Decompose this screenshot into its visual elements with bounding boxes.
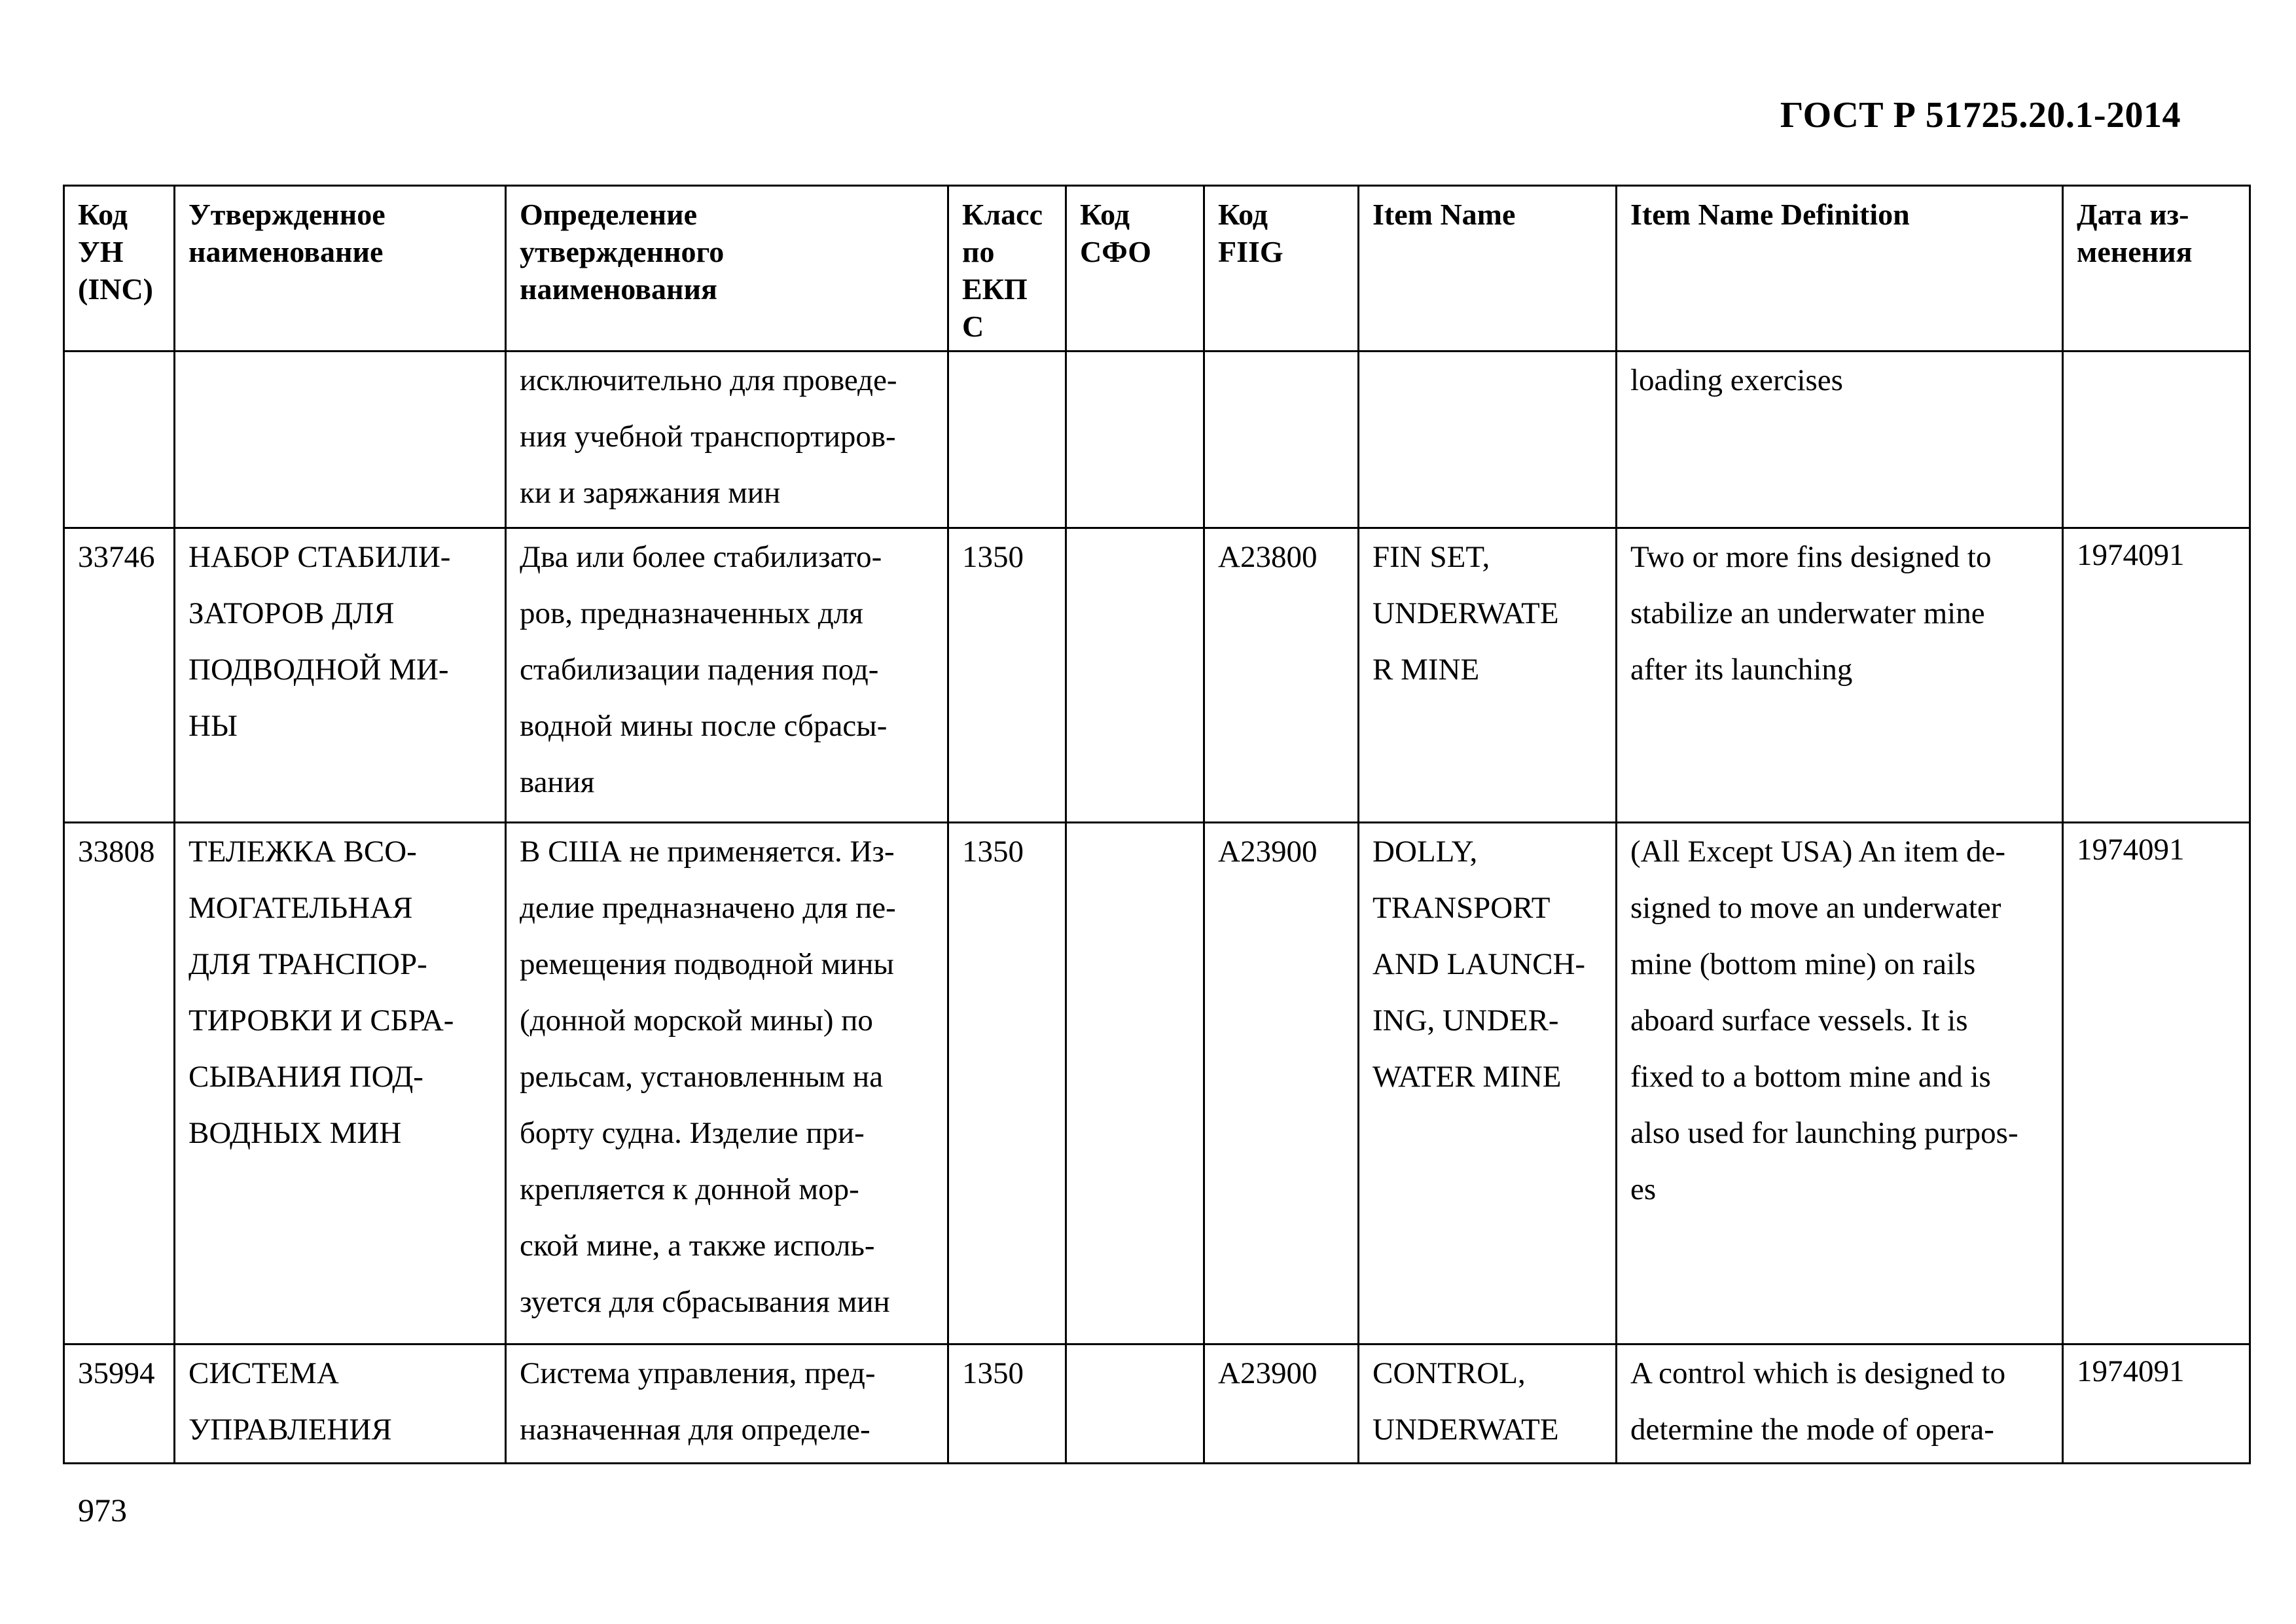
cell-item-name — [1359, 352, 1617, 528]
nomenclature-table — [63, 185, 2251, 1464]
cell-approved-name — [175, 1344, 506, 1464]
table-row — [64, 1344, 2250, 1464]
header-definition — [506, 186, 948, 352]
inc-value: 35994 — [78, 1356, 155, 1390]
cell-inc — [64, 1344, 175, 1464]
cell-approved-name — [175, 352, 506, 528]
header-approved-name — [175, 186, 506, 352]
item-name-definition-value: Two or more fins designed to stabilize an underwater mine after its launching — [1630, 540, 1992, 687]
cell-sfo-code — [1066, 823, 1204, 1344]
fiig-code-value: A23900 — [1218, 1356, 1318, 1390]
header-item-name — [1359, 186, 1617, 352]
cell-change-date — [2063, 352, 2250, 528]
cell-item-name-definition — [1617, 823, 2063, 1344]
item-name-definition-value: A control which is designed to determine the mode of opera- — [1630, 1356, 2006, 1447]
header-fiig-code-label: Код FIIG — [1218, 198, 1283, 268]
cell-change-date — [2063, 1344, 2250, 1464]
change-date-value: 1974091 — [2077, 1354, 2185, 1388]
cell-ekps-class — [948, 1344, 1066, 1464]
header-change-date — [2063, 186, 2250, 352]
item-name-definition-value: loading exercises — [1630, 363, 1843, 397]
ekps-class-value: 1350 — [962, 540, 1024, 574]
approved-name-value: ТЕЛЕЖКА ВСО- МОГАТЕЛЬНАЯ ДЛЯ ТРАНСПОР- ТИРОВКИ И СБРА- СЫВАНИЯ ПОД- ВОДНЫХ МИН — [188, 835, 454, 1150]
cell-item-name-definition — [1617, 1344, 2063, 1464]
cell-definition — [506, 823, 948, 1344]
cell-ekps-class — [948, 352, 1066, 528]
definition-value: Система управления, пред- назначенная для определе- — [520, 1356, 876, 1447]
cell-item-name — [1359, 1344, 1617, 1464]
header-definition-label: Определение утвержденного наименования — [520, 198, 725, 306]
fiig-code-value: A23800 — [1218, 540, 1318, 574]
change-date-value: 1974091 — [2077, 538, 2185, 572]
cell-definition — [506, 1344, 948, 1464]
change-date-value: 1974091 — [2077, 833, 2185, 867]
cell-fiig-code — [1204, 352, 1359, 528]
page-number: 973 — [78, 1492, 127, 1528]
cell-sfo-code — [1066, 528, 1204, 823]
header-approved-name-label: Утвержденное наименование — [188, 198, 386, 268]
fiig-code-value: A23900 — [1218, 835, 1318, 869]
cell-item-name — [1359, 823, 1617, 1344]
table-row — [64, 352, 2250, 528]
cell-item-name-definition — [1617, 352, 2063, 528]
item-name-value: FIN SET, UNDERWATE R MINE — [1372, 540, 1559, 687]
approved-name-value: НАБОР СТАБИЛИ- ЗАТОРОВ ДЛЯ ПОДВОДНОЙ МИ- НЫ — [188, 540, 451, 743]
header-item-name-definition-label: Item Name Definition — [1630, 198, 1910, 231]
header-ekps-class — [948, 186, 1066, 352]
cell-fiig-code — [1204, 823, 1359, 1344]
item-name-value: CONTROL, UNDERWATE — [1372, 1356, 1559, 1447]
ekps-class-value: 1350 — [962, 835, 1024, 869]
cell-ekps-class — [948, 823, 1066, 1344]
header-change-date-label: Дата из- менения — [2077, 198, 2193, 268]
header-sfo-code — [1066, 186, 1204, 352]
item-name-value: DOLLY, TRANSPORT AND LAUNCH- ING, UNDER- WATER MINE — [1372, 835, 1586, 1094]
definition-value: Два или более стабилизато- ров, предназначенных для стабилизации падения под- водной мины после сбрасы- вания — [520, 540, 888, 799]
header-item-name-label: Item Name — [1372, 198, 1516, 231]
inc-value: 33808 — [78, 835, 155, 869]
cell-approved-name — [175, 823, 506, 1344]
cell-sfo-code — [1066, 1344, 1204, 1464]
cell-approved-name — [175, 528, 506, 823]
inc-value: 33746 — [78, 540, 155, 574]
standard-designation: ГОСТ Р 51725.20.1-2014 — [1780, 95, 2181, 135]
cell-sfo-code — [1066, 352, 1204, 528]
header-sfo-code-label: Код СФО — [1080, 198, 1152, 268]
table-row — [64, 528, 2250, 823]
header-ekps-class-label: Класс по ЕКП С — [962, 198, 1043, 343]
cell-inc — [64, 528, 175, 823]
ekps-class-value: 1350 — [962, 1356, 1024, 1390]
header-inc — [64, 186, 175, 352]
definition-value: В США не применяется. Из- делие предназначено для пе- ремещения подводной мины (донной морской мины) по рельсам, установленным на борту судна. Изделие при- крепляется к донной мор- ской мине, а также исполь- зуется для сбрасывания мин — [520, 835, 896, 1319]
table-header-row — [64, 186, 2250, 352]
cell-change-date — [2063, 528, 2250, 823]
cell-inc — [64, 823, 175, 1344]
cell-definition — [506, 528, 948, 823]
cell-inc — [64, 352, 175, 528]
cell-definition — [506, 352, 948, 528]
definition-value: исключительно для проведе- ния учебной транспортиров- ки и заряжания мин — [520, 363, 897, 510]
cell-change-date — [2063, 823, 2250, 1344]
header-inc-label: Код УН (INC) — [78, 198, 153, 306]
cell-item-name — [1359, 528, 1617, 823]
item-name-definition-value: (All Except USA) An item de- signed to move an underwater mine (bottom mine) on rails aboard surface vessels. It is fixed to a bottom mine and is also used for launching purpos- es — [1630, 835, 2018, 1206]
header-item-name-definition — [1617, 186, 2063, 352]
table-row — [64, 823, 2250, 1344]
cell-fiig-code — [1204, 528, 1359, 823]
cell-item-name-definition — [1617, 528, 2063, 823]
cell-fiig-code — [1204, 1344, 1359, 1464]
approved-name-value: СИСТЕМА УПРАВЛЕНИЯ — [188, 1356, 392, 1447]
header-fiig-code — [1204, 186, 1359, 352]
cell-ekps-class — [948, 528, 1066, 823]
